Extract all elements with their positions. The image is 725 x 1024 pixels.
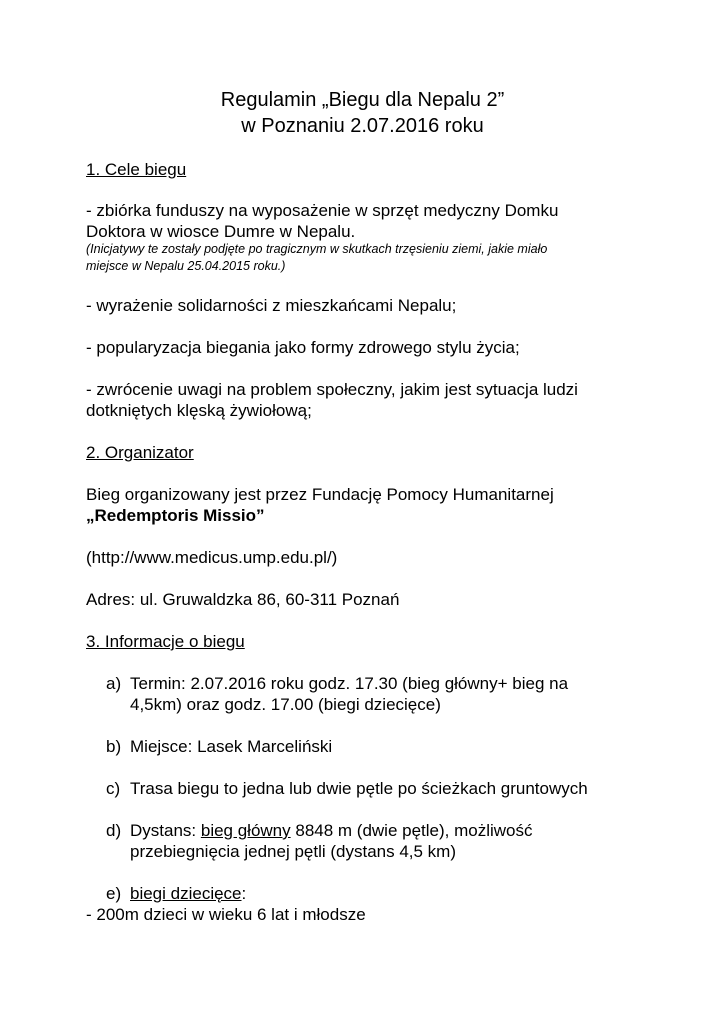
item-marker: c)	[106, 779, 121, 798]
info-date-line1: Termin: 2.07.2016 roku godz. 17.30 (bieg główny+ bieg na	[130, 674, 569, 693]
section-heading-info: 3. Informacje o biegu	[86, 632, 245, 651]
info-kids-colon: :	[241, 884, 247, 903]
goal-popularization: - popularyzacja biegania jako formy zdrowego stylu życia;	[86, 338, 520, 357]
info-item-place	[106, 736, 332, 757]
item-marker: d)	[106, 821, 122, 840]
goal-fundraising-line1: - zbiórka funduszy na wyposażenie w sprzęt medyczny Domku	[86, 201, 559, 220]
info-item-kids	[106, 883, 246, 904]
item-marker: e)	[106, 884, 122, 903]
section-heading-goals: 1. Cele biegu	[86, 160, 187, 179]
info-place-text: Miejsce: Lasek Marceliński	[130, 737, 333, 756]
info-distance-line2: przebiegnięcia jednej pętli (dystans 4,5 km)	[130, 842, 457, 861]
organizer-name	[86, 505, 265, 526]
info-route-text: Trasa biegu to jedna lub dwie pętle po ścieżkach gruntowych	[130, 779, 588, 798]
goal-awareness-line2: dotkniętych klęską żywiołową;	[86, 401, 312, 420]
goal-note-line2: miejsce w Nepalu 25.04.2015 roku.)	[86, 259, 286, 273]
info-kids-heading: biegi dziecięce	[130, 884, 242, 903]
organizer-website: (http://www.medicus.ump.edu.pl/)	[86, 548, 338, 567]
info-distance-rest: 8848 m (dwie pętle), możliwość	[290, 821, 533, 840]
item-marker: b)	[106, 737, 122, 756]
info-item-distance	[106, 820, 533, 862]
goal-note-line1: (Inicjatywy te zostały podjęte po tragicznym w skutkach trzęsieniu ziemi, jakie miało	[86, 242, 548, 256]
section-heading-organizer: 2. Organizator	[86, 443, 194, 462]
info-distance-main-run: bieg główny	[200, 821, 291, 840]
item-marker: a)	[106, 674, 122, 693]
kids-category-1: - 200m dzieci w wieku 6 lat i młodsze	[86, 905, 366, 924]
organizer-name-bold: „Redemptoris Missio”	[86, 506, 265, 525]
document-title-line1: Regulamin „Biegu dla Nepalu 2”	[220, 89, 505, 111]
goal-awareness-line1: - zwrócenie uwagi na problem społeczny, jakim jest sytuacja ludzi	[86, 380, 578, 399]
organizer-line1: Bieg organizowany jest przez Fundację Pomocy Humanitarnej	[86, 485, 554, 504]
goal-solidarity: - wyrażenie solidarności z mieszkańcami Nepalu;	[86, 296, 457, 315]
organizer-address: Adres: ul. Gruwaldzka 86, 60-311 Poznań	[86, 590, 400, 609]
info-item-route	[106, 778, 588, 799]
info-date-line2: 4,5km) oraz godz. 17.00 (biegi dziecięce)	[130, 695, 441, 714]
goal-fundraising-line2: Doktora w wiosce Dumre w Nepalu.	[86, 222, 356, 241]
info-item-date	[106, 673, 568, 715]
info-distance-prefix: Dystans:	[130, 821, 201, 840]
document-title-line2: w Poznaniu 2.07.2016 roku	[241, 115, 484, 137]
